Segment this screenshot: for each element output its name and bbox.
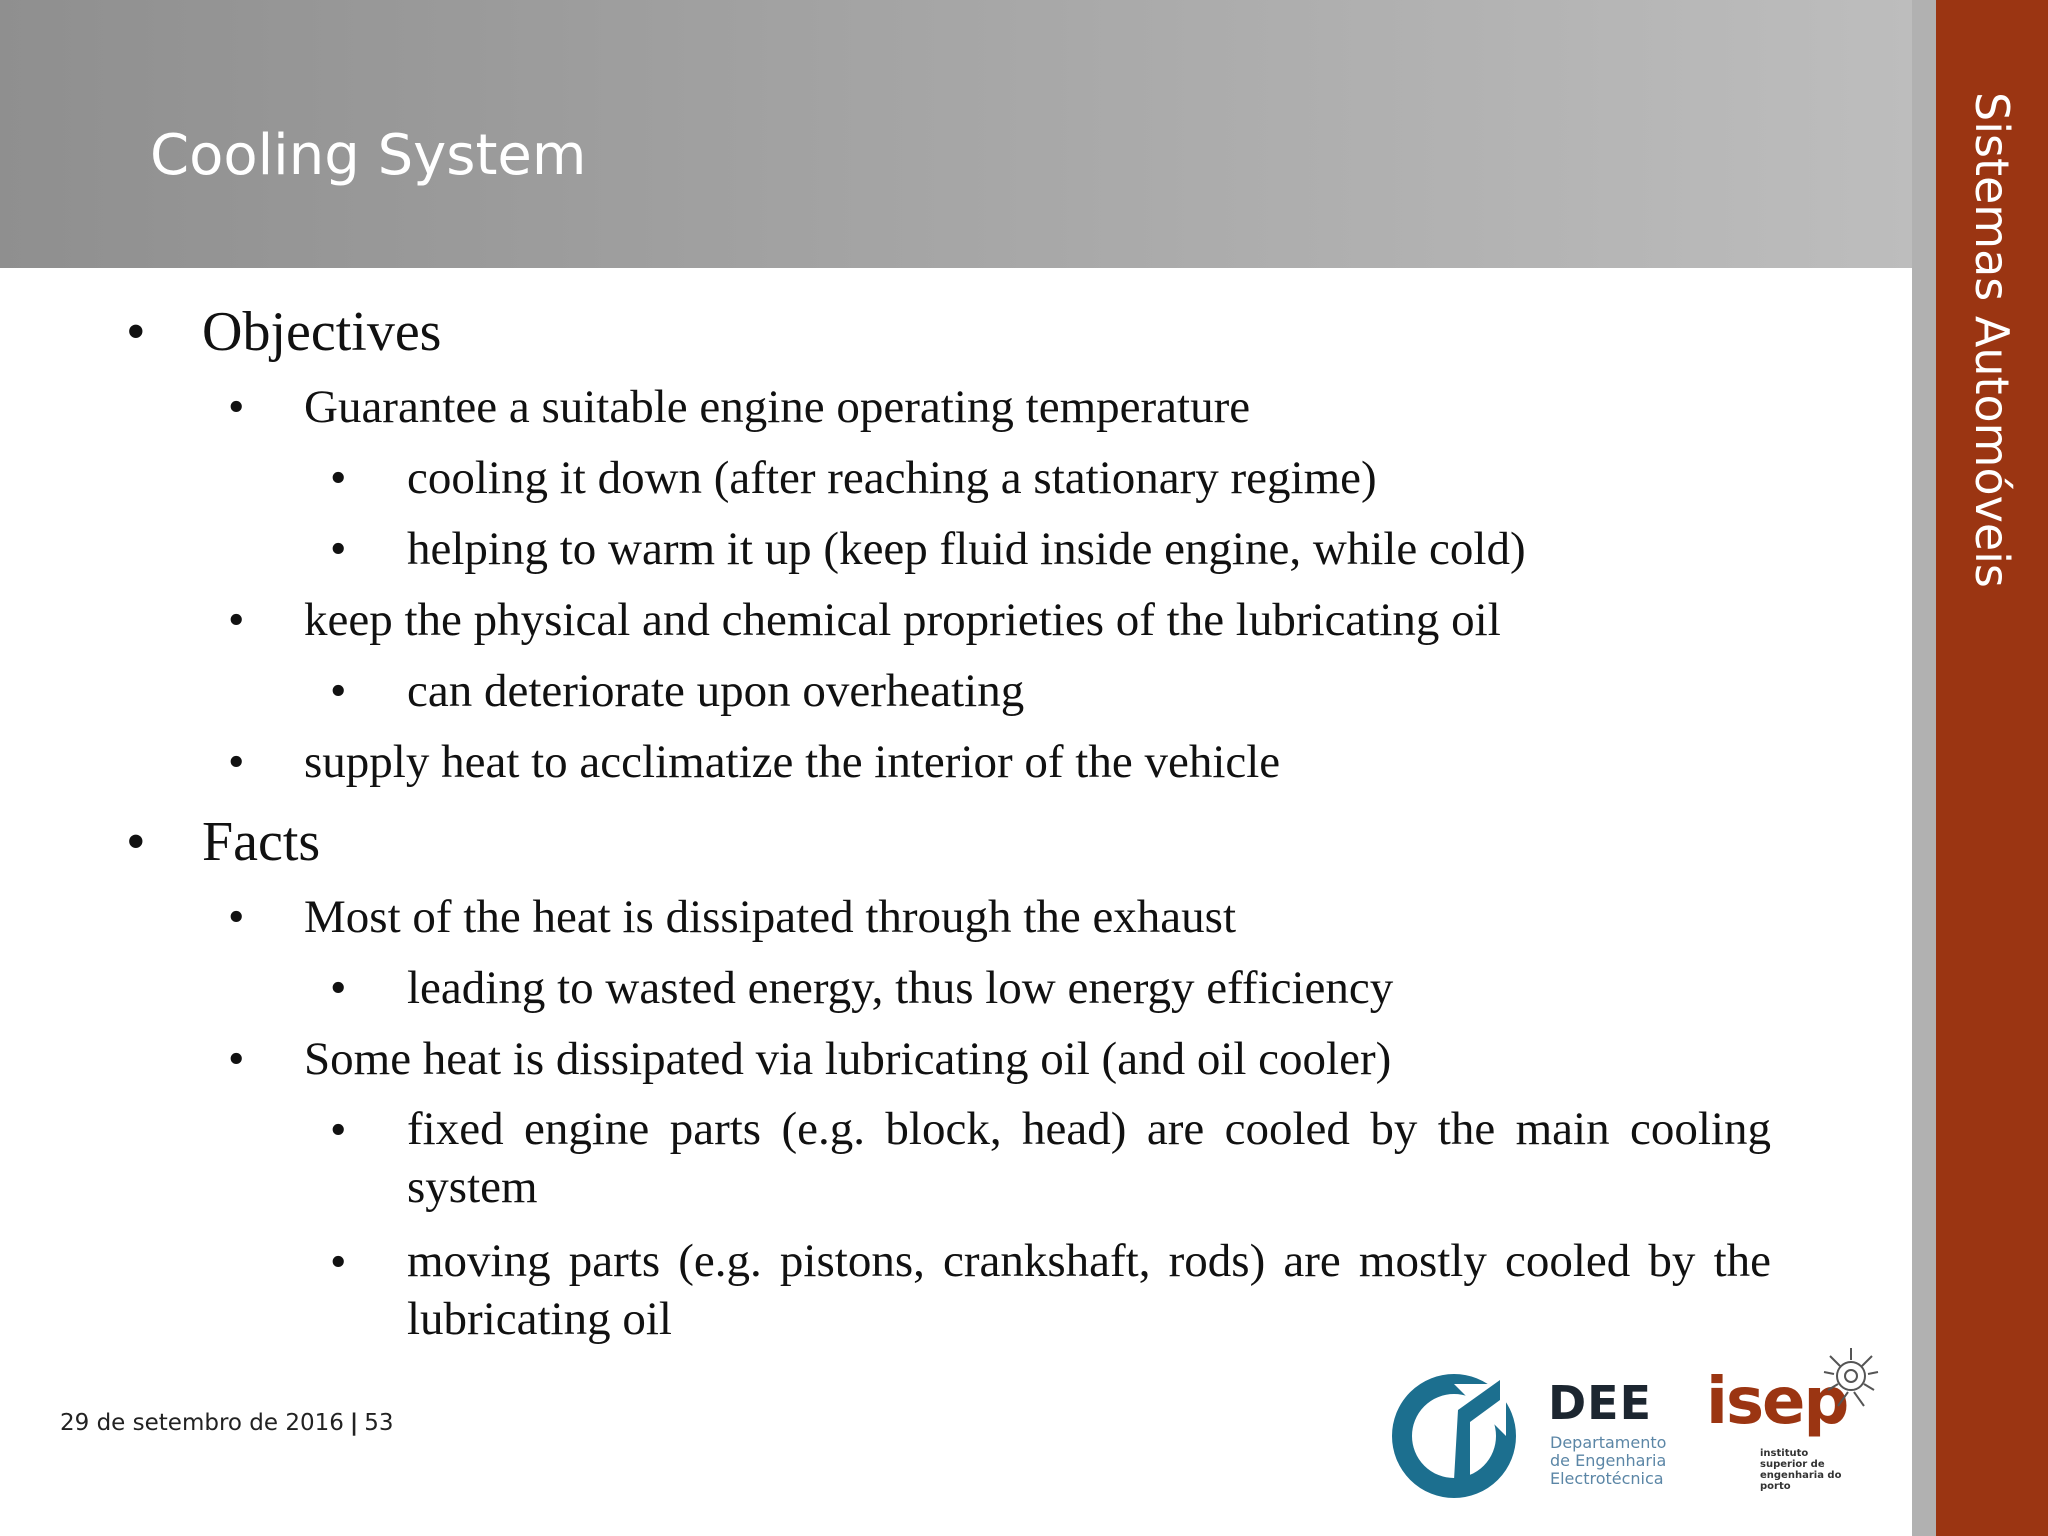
bullet-dot: • — [330, 1104, 347, 1156]
bullet-level3: leading to wasted energy, thus low energy efficiency — [407, 962, 1394, 1014]
footer-date: 29 de setembro de 2016 — [60, 1410, 344, 1436]
isep-subtitle-line: superior de — [1760, 1459, 1825, 1470]
bullet-dot: • — [228, 891, 245, 943]
bullet-level2: Most of the heat is dissipated through the exhaust — [304, 891, 1237, 943]
bullet-dot: • — [330, 523, 347, 575]
footer — [60, 1410, 394, 1436]
bullet-dot: • — [228, 594, 245, 646]
dee-subtitle-line: de Engenharia — [1550, 1451, 1667, 1470]
bullet-level2: keep the physical and chemical proprieties of the lubricating oil — [304, 594, 1501, 646]
bullet-level2: Some heat is dissipated via lubricating oil (and oil cooler) — [304, 1033, 1392, 1085]
slide-title: Cooling System — [150, 123, 587, 188]
bullet-level3: helping to warm it up (keep fluid inside engine, while cold) — [407, 523, 1526, 575]
dee-logo-name: DEE — [1548, 1376, 1653, 1430]
bullet-dot: • — [228, 736, 245, 788]
bullet-level3: fixed engine parts (e.g. block, head) are cooled by the main cooling system — [407, 1103, 1771, 1213]
bullet-dot: • — [228, 1033, 245, 1085]
isep-subtitle-line: instituto — [1760, 1448, 1809, 1459]
bullet-dot: • — [330, 452, 347, 504]
isep-emblem-icon — [1818, 1346, 1884, 1416]
dee-subtitle-line: Departamento — [1550, 1433, 1667, 1452]
bullet-dot: • — [330, 962, 347, 1014]
bullet-level2: supply heat to acclimatize the interior of the vehicle — [304, 736, 1281, 788]
dee-logo-subtitle — [1550, 1434, 1680, 1488]
bullet-dot: • — [228, 381, 245, 433]
page-number: 53 — [364, 1410, 394, 1436]
bullet-dot: • — [126, 811, 146, 873]
side-divider — [1912, 0, 1936, 1536]
bullet-level2: Guarantee a suitable engine operating temperature — [304, 381, 1251, 433]
bullet-level3: cooling it down (after reaching a stationary regime) — [407, 452, 1377, 504]
bullet-level3: moving parts (e.g. pistons, crankshaft, rods) are mostly cooled by the lubricating oil — [407, 1235, 1771, 1345]
dee-logo-icon — [1388, 1370, 1520, 1502]
bullet-level1: Objectives — [202, 301, 442, 363]
bullet-level1: Facts — [202, 811, 321, 873]
isep-logo-subtitle — [1760, 1448, 1860, 1492]
isep-subtitle-line: engenharia do — [1760, 1470, 1842, 1481]
bullet-dot: • — [330, 1236, 347, 1288]
isep-logo-name: isep — [1706, 1365, 1848, 1439]
isep-subtitle-line: porto — [1760, 1481, 1791, 1492]
bullet-dot: • — [330, 665, 347, 717]
bullet-level3: can deteriorate upon overheating — [407, 665, 1025, 717]
dee-subtitle-line: Electrotécnica — [1550, 1469, 1664, 1488]
side-label: Sistemas Automóveis — [1965, 92, 2019, 588]
bullet-dot: • — [126, 301, 146, 363]
footer-separator: | — [349, 1410, 359, 1436]
